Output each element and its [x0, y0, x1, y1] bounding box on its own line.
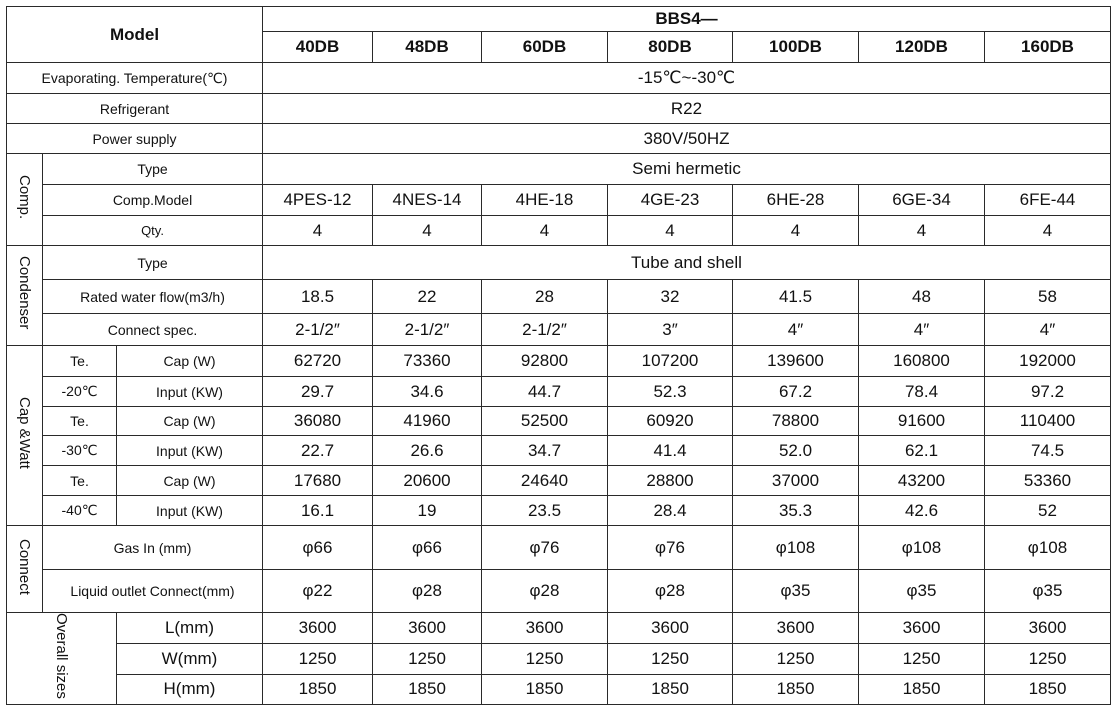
cap-cell: 17680	[263, 466, 373, 496]
sizes-group-line1: Overall	[53, 613, 71, 661]
cap-cell: 110400	[985, 407, 1111, 436]
sizes-group-line2: sizes	[53, 664, 71, 699]
liquid-outlet-cell: φ35	[733, 570, 859, 613]
row-comp-type	[7, 154, 1111, 185]
input-cell: 41.4	[608, 436, 733, 466]
liquid-outlet-cell: φ28	[373, 570, 482, 613]
input-cell: 26.6	[373, 436, 482, 466]
gas-in-cell: φ108	[733, 526, 859, 570]
row-comp-qty	[7, 216, 1111, 246]
row-height	[7, 674, 1111, 704]
comp-qty-cell: 4	[373, 216, 482, 246]
row-evaporating-temperature	[7, 63, 1111, 94]
power-label: Power supply	[7, 124, 263, 154]
input-cell: 34.7	[482, 436, 608, 466]
row-comp-model	[7, 185, 1111, 216]
evap-value: -15℃~-30℃	[263, 63, 1111, 94]
input-cell: 23.5	[482, 496, 608, 526]
comp-type-value: Semi hermetic	[263, 154, 1111, 185]
connect-spec-cell: 3″	[608, 314, 733, 346]
liquid-outlet-cell: φ28	[482, 570, 608, 613]
water-flow-cell: 48	[859, 280, 985, 314]
cap-label: Cap (W)	[117, 466, 263, 496]
capwatt-group-text: Cap &Watt	[16, 397, 33, 469]
input-cell: 62.1	[859, 436, 985, 466]
connect-spec-label: Connect spec.	[43, 314, 263, 346]
condenser-group-text: Condenser	[16, 256, 33, 330]
row-power-supply	[7, 124, 1111, 154]
row-gas-in	[7, 526, 1111, 570]
length-cell: 3600	[263, 613, 373, 644]
width-cell: 1250	[859, 644, 985, 674]
connect-spec-cell: 2-1/2″	[482, 314, 608, 346]
te-label: Te.	[43, 466, 117, 496]
spec-table-container	[6, 6, 1111, 705]
input-cell: 28.4	[608, 496, 733, 526]
liquid-outlet-cell: φ35	[859, 570, 985, 613]
row-input-minus40	[7, 496, 1111, 526]
spec-table	[6, 6, 1111, 705]
connect-spec-cell: 4″	[733, 314, 859, 346]
row-condenser-type	[7, 246, 1111, 280]
cap-cell: 43200	[859, 466, 985, 496]
cap-cell: 107200	[608, 346, 733, 377]
cap-label: Cap (W)	[117, 407, 263, 436]
width-cell: 1250	[733, 644, 859, 674]
cap-cell: 53360	[985, 466, 1111, 496]
cap-cell: 91600	[859, 407, 985, 436]
water-flow-cell: 18.5	[263, 280, 373, 314]
row-cap-minus40	[7, 466, 1111, 496]
condenser-type-label: Type	[43, 246, 263, 280]
cap-cell: 24640	[482, 466, 608, 496]
gas-in-cell: φ66	[263, 526, 373, 570]
cap-cell: 160800	[859, 346, 985, 377]
width-cell: 1250	[608, 644, 733, 674]
te-label: Te.	[43, 346, 117, 377]
length-cell: 3600	[608, 613, 733, 644]
connect-spec-cell: 4″	[985, 314, 1111, 346]
length-cell: 3600	[985, 613, 1111, 644]
comp-group-text: Comp.	[16, 174, 33, 220]
comp-model-cell: 6GE-34	[859, 185, 985, 216]
row-liquid-outlet	[7, 570, 1111, 613]
length-cell: 3600	[482, 613, 608, 644]
liquid-outlet-cell: φ22	[263, 570, 373, 613]
refrigerant-label: Refrigerant	[7, 94, 263, 124]
sizes-group-label	[7, 613, 117, 705]
height-cell: 1850	[608, 674, 733, 704]
gas-in-cell: φ76	[482, 526, 608, 570]
water-flow-cell: 32	[608, 280, 733, 314]
cap-cell: 28800	[608, 466, 733, 496]
cap-cell: 41960	[373, 407, 482, 436]
condenser-group-label	[7, 246, 43, 346]
water-flow-label: Rated water flow(m3/h)	[43, 280, 263, 314]
model-col-header: 80DB	[608, 32, 733, 63]
connect-spec-cell: 4″	[859, 314, 985, 346]
cap-cell: 73360	[373, 346, 482, 377]
connect-group-text: Connect	[16, 538, 33, 595]
comp-qty-cell: 4	[608, 216, 733, 246]
row-input-minus20	[7, 377, 1111, 407]
gas-in-cell: φ76	[608, 526, 733, 570]
comp-qty-cell: 4	[263, 216, 373, 246]
length-cell: 3600	[373, 613, 482, 644]
input-label: Input (KW)	[117, 496, 263, 526]
comp-qty-cell: 4	[985, 216, 1111, 246]
comp-model-cell: 4GE-23	[608, 185, 733, 216]
comp-model-cell: 6HE-28	[733, 185, 859, 216]
width-cell: 1250	[373, 644, 482, 674]
cap-cell: 78800	[733, 407, 859, 436]
cap-cell: 92800	[482, 346, 608, 377]
cap-cell: 60920	[608, 407, 733, 436]
water-flow-cell: 22	[373, 280, 482, 314]
te-temp-label: -20℃	[43, 377, 117, 407]
model-col-header: 40DB	[263, 32, 373, 63]
connect-spec-cell: 2-1/2″	[263, 314, 373, 346]
refrigerant-value: R22	[263, 94, 1111, 124]
input-cell: 29.7	[263, 377, 373, 407]
comp-model-cell: 4PES-12	[263, 185, 373, 216]
gas-in-label: Gas In (mm)	[43, 526, 263, 570]
water-flow-cell: 28	[482, 280, 608, 314]
input-label: Input (KW)	[117, 377, 263, 407]
sizes-group-text	[53, 613, 70, 699]
comp-qty-cell: 4	[733, 216, 859, 246]
header-row-series	[7, 7, 1111, 32]
input-cell: 52.0	[733, 436, 859, 466]
row-cap-minus30	[7, 407, 1111, 436]
cap-cell: 139600	[733, 346, 859, 377]
input-cell: 44.7	[482, 377, 608, 407]
input-cell: 16.1	[263, 496, 373, 526]
connect-spec-cell: 2-1/2″	[373, 314, 482, 346]
model-col-header: 100DB	[733, 32, 859, 63]
capwatt-group-label	[7, 346, 43, 526]
input-cell: 19	[373, 496, 482, 526]
row-input-minus30	[7, 436, 1111, 466]
input-cell: 22.7	[263, 436, 373, 466]
width-cell: 1250	[263, 644, 373, 674]
row-width	[7, 644, 1111, 674]
height-label: H(mm)	[117, 674, 263, 704]
comp-group-label	[7, 154, 43, 246]
input-cell: 78.4	[859, 377, 985, 407]
input-label: Input (KW)	[117, 436, 263, 466]
cap-cell: 36080	[263, 407, 373, 436]
comp-model-label: Comp.Model	[43, 185, 263, 216]
cap-cell: 192000	[985, 346, 1111, 377]
row-cap-minus20	[7, 346, 1111, 377]
input-cell: 42.6	[859, 496, 985, 526]
height-cell: 1850	[985, 674, 1111, 704]
row-connect-spec	[7, 314, 1111, 346]
row-water-flow	[7, 280, 1111, 314]
gas-in-cell: φ66	[373, 526, 482, 570]
input-cell: 35.3	[733, 496, 859, 526]
cap-label: Cap (W)	[117, 346, 263, 377]
cap-cell: 37000	[733, 466, 859, 496]
cap-cell: 20600	[373, 466, 482, 496]
height-cell: 1850	[733, 674, 859, 704]
width-cell: 1250	[985, 644, 1111, 674]
comp-model-cell: 6FE-44	[985, 185, 1111, 216]
model-col-header: 120DB	[859, 32, 985, 63]
height-cell: 1850	[373, 674, 482, 704]
te-temp-label: -40℃	[43, 496, 117, 526]
comp-qty-cell: 4	[482, 216, 608, 246]
series-title: BBS4—	[263, 7, 1111, 32]
input-cell: 52.3	[608, 377, 733, 407]
height-cell: 1850	[859, 674, 985, 704]
model-col-header: 160DB	[985, 32, 1111, 63]
liquid-outlet-cell: φ28	[608, 570, 733, 613]
model-col-header: 60DB	[482, 32, 608, 63]
water-flow-cell: 58	[985, 280, 1111, 314]
cap-cell: 62720	[263, 346, 373, 377]
comp-model-cell: 4NES-14	[373, 185, 482, 216]
model-label: Model	[7, 7, 263, 63]
te-label: Te.	[43, 407, 117, 436]
liquid-outlet-cell: φ35	[985, 570, 1111, 613]
condenser-type-value: Tube and shell	[263, 246, 1111, 280]
comp-type-label: Type	[43, 154, 263, 185]
row-refrigerant	[7, 94, 1111, 124]
length-cell: 3600	[859, 613, 985, 644]
input-cell: 67.2	[733, 377, 859, 407]
water-flow-cell: 41.5	[733, 280, 859, 314]
liquid-outlet-label: Liquid outlet Connect(mm)	[43, 570, 263, 613]
input-cell: 52	[985, 496, 1111, 526]
length-cell: 3600	[733, 613, 859, 644]
gas-in-cell: φ108	[985, 526, 1111, 570]
height-cell: 1850	[482, 674, 608, 704]
height-cell: 1850	[263, 674, 373, 704]
input-cell: 97.2	[985, 377, 1111, 407]
width-cell: 1250	[482, 644, 608, 674]
input-cell: 74.5	[985, 436, 1111, 466]
input-cell: 34.6	[373, 377, 482, 407]
cap-cell: 52500	[482, 407, 608, 436]
connect-group-label	[7, 526, 43, 613]
gas-in-cell: φ108	[859, 526, 985, 570]
te-temp-label: -30℃	[43, 436, 117, 466]
row-length	[7, 613, 1111, 644]
length-label: L(mm)	[117, 613, 263, 644]
model-col-header: 48DB	[373, 32, 482, 63]
comp-qty-label: Qty.	[43, 216, 263, 246]
evap-label: Evaporating. Temperature(℃)	[7, 63, 263, 94]
power-value: 380V/50HZ	[263, 124, 1111, 154]
comp-qty-cell: 4	[859, 216, 985, 246]
width-label: W(mm)	[117, 644, 263, 674]
comp-model-cell: 4HE-18	[482, 185, 608, 216]
